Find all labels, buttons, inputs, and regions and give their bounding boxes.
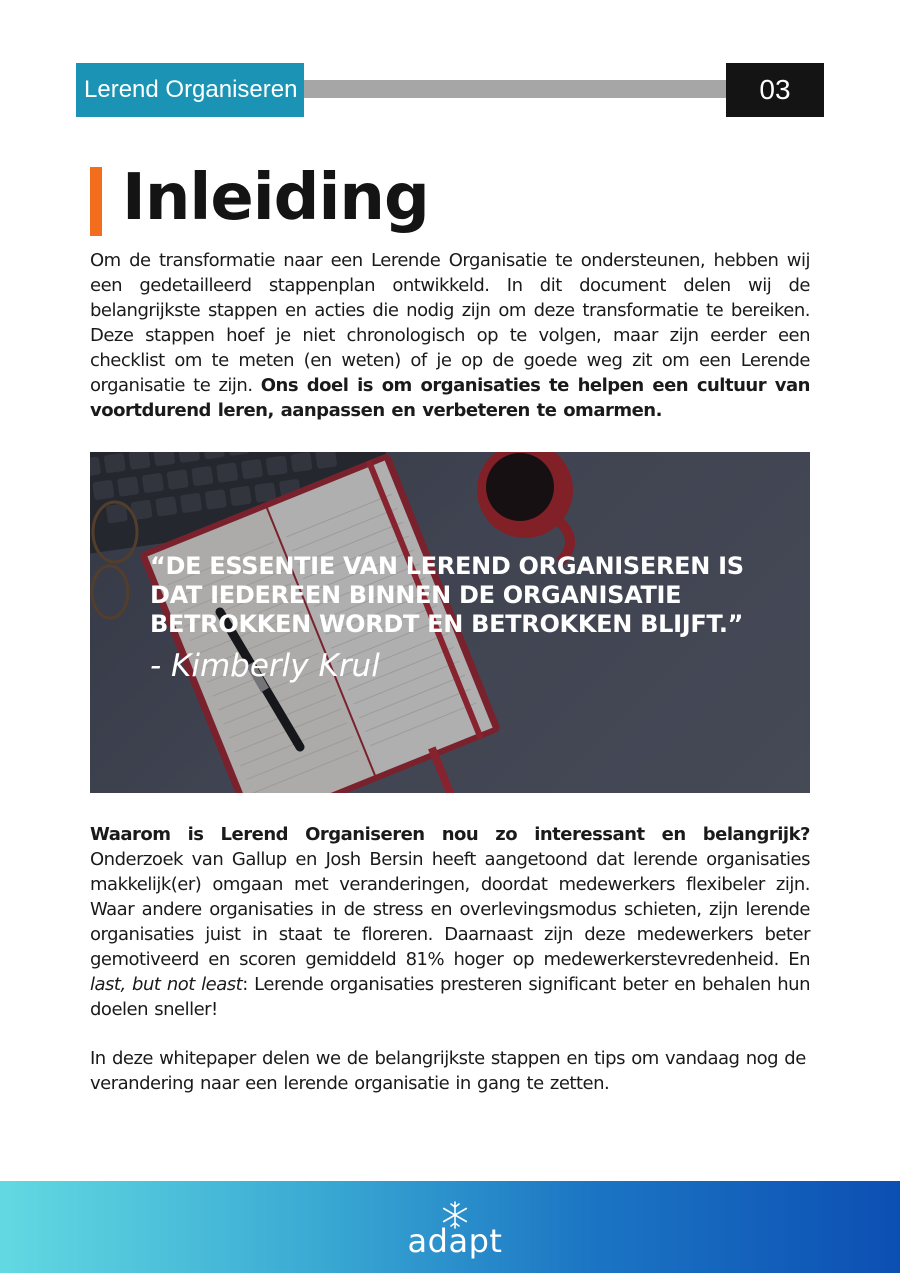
why-text-part1: Onderzoek van Gallup en Josh Bersin heeft aangetoond dat lerende organisaties makkelijk(er) omgaan met veranderingen, doordat medewerkers flexibeler zijn. Waar andere organisaties in de stress en overlevingsmodus schieten, zijn lerende organisaties juist in staat te floreren. Daarnaast zijn deze medewerkers beter gemotiveerd en scoren gemiddeld 81% hoger op medewerkerstevredenheid. En: [90, 849, 810, 970]
quote-author: - Kimberly Krul: [150, 648, 380, 684]
quote-image: [90, 452, 810, 793]
adapt-logo: [400, 1198, 510, 1268]
closing-paragraph: In deze whitepaper delen we de belangrijkste stappen en tips om vandaag nog de verandering naar een lerende organisatie in gang te zetten.: [90, 1048, 806, 1094]
why-paragraph: [90, 822, 810, 1022]
why-text-part2: : Lerende organisaties presteren significant beter en behalen hun doelen sneller!: [90, 974, 811, 1020]
title-accent-bar: [90, 167, 102, 236]
intro-bold-text: Ons doel is om organisaties te helpen een cultuur van voortdurend leren, aanpassen en verbeteren te omarmen.: [90, 375, 810, 421]
intro-text: Om de transformatie naar een Lerende Organisatie te ondersteunen, hebben wij een gedetailleerd stappenplan ontwikkeld. In dit document delen wij de belangrijkste stappen en acties die nodig zijn om deze transformatie te bereiken. Deze stappen hoef je niet chronologisch op te volgen, maar zijn eerder een checklist om te meten (en weten) of je op de goede weg zit om een Lerende organisatie te zijn.: [90, 250, 810, 396]
page-title: Inleiding: [122, 161, 429, 235]
why-bold-lead: Waarom is Lerend Organiseren nou zo interessant en belangrijk?: [90, 824, 810, 845]
quote-text: “DE ESSENTIE VAN LEREND ORGANISEREN IS DAT IEDEREEN BINNEN DE ORGANISATIE BETROKKEN WORDT EN BETROKKEN BLIJFT.”: [150, 552, 744, 638]
page-number: 03: [726, 63, 824, 117]
intro-paragraph: [90, 248, 810, 423]
why-italic-text: last, but not least: [90, 974, 243, 995]
section-label: Lerend Organiseren: [76, 63, 304, 117]
logo-text: adapt: [407, 1222, 503, 1260]
header-divider-bar: [304, 80, 726, 98]
